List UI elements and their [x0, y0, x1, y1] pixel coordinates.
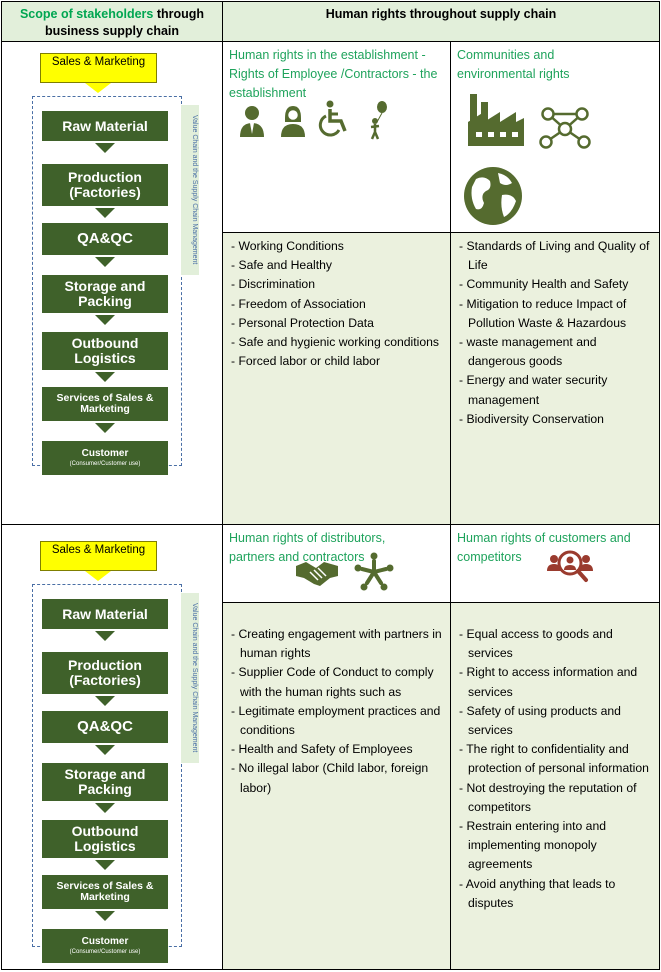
- establishment-item: - Working Conditions: [231, 239, 344, 253]
- factory-icon: [466, 88, 526, 148]
- flow-step: [42, 111, 168, 141]
- communities-item: - Standards of Living and Quality of Life: [459, 239, 650, 273]
- header-right-text: Human rights throughout supply chain: [325, 7, 557, 21]
- globe-icon: [462, 165, 524, 227]
- flow-step-label: Services of Sales & Marketing: [56, 391, 154, 415]
- customers-item: - The right to confidentiality and protection of personal information: [459, 742, 649, 776]
- flow-arrow: [95, 257, 115, 267]
- flow-arrow: [95, 803, 115, 813]
- establishment-item: - Forced labor or child labor: [231, 354, 381, 369]
- flow-arrow: [95, 315, 115, 325]
- flow-arrow: [95, 423, 115, 433]
- communities-item: - waste management and dangerous goods: [459, 335, 597, 369]
- sales-marketing-label: Sales & Marketing: [51, 56, 146, 68]
- flow-step: [42, 820, 168, 858]
- flow-step: [42, 275, 168, 313]
- sales-marketing-box: [40, 541, 157, 571]
- flow-step-label: QA&QC: [77, 718, 133, 736]
- header-left-rest: through business supply chain: [44, 7, 205, 38]
- establishment-item: - Personal Protection Data: [231, 315, 374, 330]
- flow-step: [42, 164, 168, 206]
- distributors-title: Human rights of distributors, partners and contractors: [229, 531, 386, 564]
- value-chain-label-text: Value Chain and the Supply Chain Management: [191, 115, 198, 265]
- distributors-item: - Legitimate employment practices and conditions: [231, 703, 441, 738]
- communities-list: [459, 237, 651, 429]
- flow-step-label: Raw Material: [62, 117, 148, 134]
- flow-step-label: Customer: [81, 447, 129, 459]
- communities-item: - Biodiversity Conservation: [459, 411, 604, 426]
- customers-item: - Right to access information and services: [459, 665, 638, 699]
- customer-sub-label: (Consumer/Customer use): [69, 461, 141, 468]
- flow-arrow: [95, 911, 115, 921]
- communities-item: - Energy and water security management: [459, 373, 608, 407]
- handshake-icon: [294, 558, 340, 588]
- establishment-item: - Safe and hygienic working conditions: [231, 335, 439, 350]
- establishment-list: [231, 237, 442, 371]
- flow-arrow: [95, 860, 115, 870]
- woman-icon: [279, 104, 307, 138]
- flow-step: [42, 711, 168, 743]
- flow-arrow: [95, 696, 115, 706]
- flow-arrow: [95, 745, 115, 755]
- flow-step: [42, 875, 168, 909]
- establishment-title: Human rights in the establishment - Rights of Employee /Contractors - the establishment: [229, 48, 438, 100]
- establishment-list-cell: [222, 232, 451, 525]
- flow-step-label: Storage and Packing: [64, 766, 146, 797]
- customers-item: - Avoid anything that leads to disputes: [459, 876, 616, 910]
- customers-title: Human rights of customers and competitors: [457, 531, 631, 564]
- establishment-item: - Discrimination: [231, 277, 315, 292]
- flow-step: [42, 929, 168, 963]
- network-icon: [538, 104, 592, 154]
- yellow-arrow: [85, 571, 111, 581]
- flow-step: [42, 223, 168, 255]
- flow-step: [42, 332, 168, 370]
- distributors-list: [231, 625, 442, 798]
- value-chain-label: [181, 593, 199, 763]
- customers-item: - Safety of using products and services: [459, 703, 621, 738]
- flow-arrow: [95, 372, 115, 382]
- distributors-item: - No illegal labor (Child labor, foreign labor): [231, 761, 429, 795]
- team-unity-icon: [354, 552, 394, 592]
- distributors-item: - Health and Safety of Employees: [231, 742, 413, 757]
- flow-step: [42, 599, 168, 629]
- value-chain-label-text: Value Chain and the Supply Chain Management: [191, 603, 198, 753]
- communities-item: - Community Health and Safety: [459, 277, 629, 292]
- customers-item: - Equal access to goods and services: [459, 627, 613, 661]
- distributors-list-cell: [222, 602, 451, 970]
- flow-step-label: Services of Sales & Marketing: [56, 879, 154, 903]
- customers-item: - Not destroying the reputation of competitors: [459, 780, 637, 814]
- customers-list-cell: [450, 602, 660, 970]
- child-balloon-icon: [365, 100, 389, 140]
- flow-step-label: Storage and Packing: [64, 278, 146, 309]
- customer-search-icon: [546, 549, 594, 583]
- yellow-arrow: [85, 83, 111, 93]
- flow-step: [42, 387, 168, 421]
- flow-step-label: Outbound Logistics: [71, 335, 139, 366]
- flow-step-label: Production (Factories): [68, 657, 142, 688]
- flow-step-label: Outbound Logistics: [71, 823, 139, 854]
- header-right: [222, 1, 660, 42]
- sales-marketing-box: [40, 53, 157, 83]
- flow-arrow: [95, 631, 115, 641]
- communities-title: Communities and environmental rights: [457, 48, 570, 81]
- distributors-item: - Creating engagement with partners in human rights: [231, 627, 442, 661]
- sales-marketing-label: Sales & Marketing: [51, 544, 146, 556]
- flow-step-label: Customer: [81, 935, 129, 947]
- flow-step-label: Raw Material: [62, 605, 148, 622]
- customer-sub-label: (Consumer/Customer use): [69, 949, 141, 956]
- communities-item: - Mitigation to reduce Impact of Pollution Waste & Hazardous: [459, 296, 627, 330]
- flow-step: [42, 763, 168, 801]
- header-left: [1, 1, 223, 42]
- flow-arrow: [95, 143, 115, 153]
- value-chain-label: [181, 105, 199, 275]
- employee-icon: [238, 104, 266, 138]
- wheelchair-icon: [317, 100, 351, 138]
- establishment-item: - Safe and Healthy: [231, 258, 332, 273]
- flow-step-label: Production (Factories): [68, 169, 142, 200]
- establishment-item: - Freedom of Association: [231, 296, 366, 311]
- flow-step: [42, 652, 168, 694]
- flow-step-label: QA&QC: [77, 230, 133, 248]
- flow-step: [42, 441, 168, 475]
- distributors-item: - Supplier Code of Conduct to comply with the human rights such as: [231, 665, 434, 699]
- customers-list: [459, 625, 653, 913]
- flow-arrow: [95, 208, 115, 218]
- communities-list-cell: [450, 232, 660, 525]
- header-left-green: Scope of stakeholders: [19, 7, 154, 21]
- customers-item: - Restrain entering into and implementing monopoly agreements: [459, 819, 607, 872]
